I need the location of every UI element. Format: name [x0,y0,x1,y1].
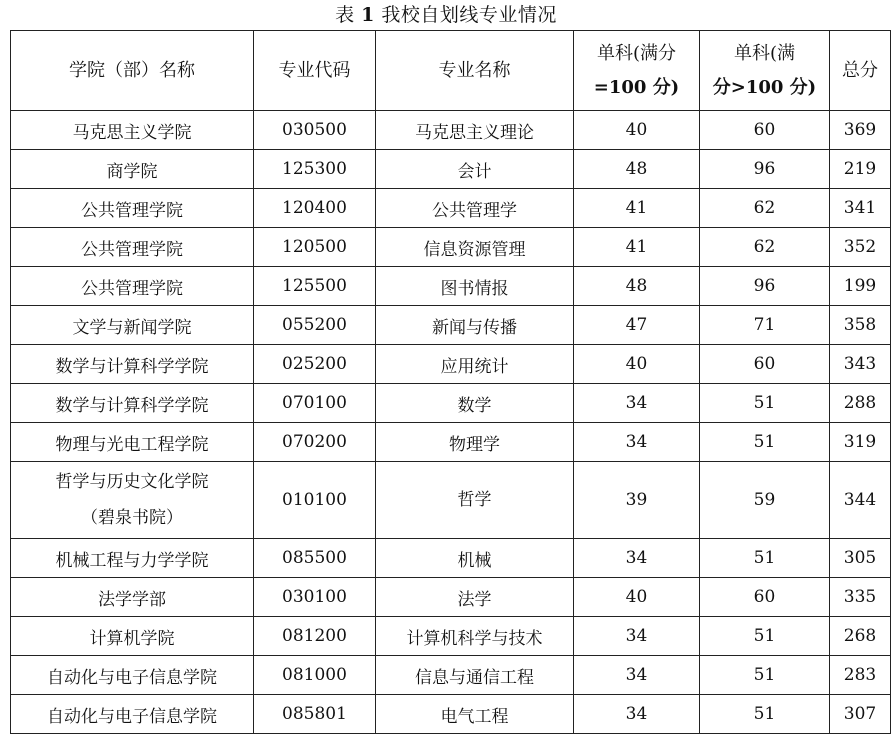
table-row [11,462,891,539]
cell-single-100: 34 [574,423,700,462]
cell-major: 信息资源管理 [376,228,574,267]
cell-single-over-100: 71 [700,306,830,345]
cell-single-100: 48 [574,267,700,306]
table-header-row [11,31,891,111]
cell-college [11,345,254,384]
table-row [11,695,891,734]
header-total: 总分 [830,31,891,111]
cell-total: 352 [830,228,891,267]
cell-code: 125500 [254,267,376,306]
cell-college-name: 公共管理学院 [81,239,183,260]
header-major: 专业名称 [376,31,574,111]
caption-number: 1 [361,4,375,26]
cell-total: 268 [830,617,891,656]
cell-college-name: 法学学部 [98,589,166,610]
table-row [11,423,891,462]
cell-college [11,462,254,539]
cell-single-100: 41 [574,189,700,228]
cell-code: 010100 [254,462,376,539]
cell-college [11,189,254,228]
cell-single-100: 47 [574,306,700,345]
cell-total: 288 [830,384,891,423]
cell-total: 358 [830,306,891,345]
cell-single-over-100: 51 [700,423,830,462]
table-caption [0,0,892,30]
cell-code: 085801 [254,695,376,734]
table-row [11,384,891,423]
cell-major: 机械 [376,539,574,578]
cell-college-name: 文学与新闻学院 [72,317,192,338]
cell-major: 公共管理学 [376,189,574,228]
header-single-100-line2: =100 分) [593,76,680,98]
cell-major: 应用统计 [376,345,574,384]
cell-single-over-100: 62 [700,189,830,228]
cutoff-score-table [10,30,891,734]
cell-code: 125300 [254,150,376,189]
cell-major: 新闻与传播 [376,306,574,345]
cell-college-name: 公共管理学院 [81,278,183,299]
cell-college [11,228,254,267]
header-single-over-100-line2: 分>100 分) [712,76,817,98]
header-college: 学院（部）名称 [11,31,254,111]
cell-college-name: 物理与光电工程学院 [55,434,209,455]
cell-college-name: 自动化与电子信息学院 [47,706,217,727]
header-single-100-line1: 单科(满分 [596,42,677,64]
cell-major: 会计 [376,150,574,189]
cell-major: 马克思主义理论 [376,111,574,150]
cell-total: 335 [830,578,891,617]
table-row [11,150,891,189]
cell-total: 283 [830,656,891,695]
cell-single-over-100: 62 [700,228,830,267]
table-row [11,267,891,306]
cell-college-name: 哲学与历史文化学院 [55,472,209,492]
cell-single-100: 48 [574,150,700,189]
table-body [11,111,891,734]
cell-major: 物理学 [376,423,574,462]
cell-college-name: 商学院 [106,161,158,182]
cell-major: 计算机科学与技术 [376,617,574,656]
cell-single-100: 40 [574,578,700,617]
cell-single-over-100: 60 [700,111,830,150]
cell-single-over-100: 96 [700,150,830,189]
cell-code: 070100 [254,384,376,423]
cell-major: 信息与通信工程 [376,656,574,695]
cell-total: 341 [830,189,891,228]
table-row [11,656,891,695]
cell-code: 120400 [254,189,376,228]
caption-title: 我校自划线专业情况 [381,4,557,26]
cell-code: 030100 [254,578,376,617]
cell-major: 数学 [376,384,574,423]
cell-college-name: 数学与计算科学学院 [55,395,209,416]
cell-college [11,306,254,345]
cell-single-over-100: 60 [700,578,830,617]
cell-college [11,267,254,306]
cell-single-over-100: 51 [700,384,830,423]
table-row [11,578,891,617]
header-single-over-100 [700,31,830,111]
cell-single-100: 34 [574,384,700,423]
cell-single-over-100: 96 [700,267,830,306]
cell-major: 电气工程 [376,695,574,734]
table-row [11,345,891,384]
cell-college-name: 数学与计算科学学院 [55,356,209,377]
cell-total: 319 [830,423,891,462]
cell-college [11,617,254,656]
cell-major: 法学 [376,578,574,617]
cell-single-over-100: 51 [700,695,830,734]
cell-single-over-100: 51 [700,617,830,656]
cell-college [11,578,254,617]
cell-college [11,423,254,462]
cell-college-name: 公共管理学院 [81,200,183,221]
cell-code: 070200 [254,423,376,462]
cell-total: 307 [830,695,891,734]
cell-code: 085500 [254,539,376,578]
cell-single-over-100: 51 [700,539,830,578]
table-row [11,228,891,267]
table-row [11,189,891,228]
cell-total: 199 [830,267,891,306]
caption-prefix: 表 [335,4,355,26]
cell-single-100: 34 [574,617,700,656]
cell-college-name: 机械工程与力学学院 [55,550,209,571]
cell-single-over-100: 51 [700,656,830,695]
cell-college [11,656,254,695]
table-row [11,617,891,656]
cell-single-100: 40 [574,111,700,150]
cell-single-100: 34 [574,539,700,578]
cell-college-name: 马克思主义学院 [72,122,192,143]
table-row [11,111,891,150]
cell-single-over-100: 60 [700,345,830,384]
cell-total: 344 [830,462,891,539]
cell-college [11,150,254,189]
cell-total: 219 [830,150,891,189]
cell-single-100: 41 [574,228,700,267]
cell-college [11,695,254,734]
table-row [11,306,891,345]
cell-college [11,384,254,423]
cell-code: 055200 [254,306,376,345]
cell-single-over-100: 59 [700,462,830,539]
cell-code: 081200 [254,617,376,656]
cell-single-100: 39 [574,462,700,539]
header-single-100 [574,31,700,111]
cell-code: 030500 [254,111,376,150]
cell-code: 025200 [254,345,376,384]
cell-college [11,111,254,150]
header-code: 专业代码 [254,31,376,111]
header-single-over-100-line1: 单科(满 [733,42,796,64]
cell-total: 305 [830,539,891,578]
table-row [11,539,891,578]
cell-single-100: 40 [574,345,700,384]
cell-code: 120500 [254,228,376,267]
cell-major: 哲学 [376,462,574,539]
cell-college-name: 自动化与电子信息学院 [47,667,217,688]
cell-college-subname: （碧泉书院） [81,508,183,528]
cell-total: 343 [830,345,891,384]
cell-single-100: 34 [574,695,700,734]
cell-total: 369 [830,111,891,150]
cell-college [11,539,254,578]
cell-code: 081000 [254,656,376,695]
cell-major: 图书情报 [376,267,574,306]
cell-single-100: 34 [574,656,700,695]
cell-college-name: 计算机学院 [89,628,175,649]
